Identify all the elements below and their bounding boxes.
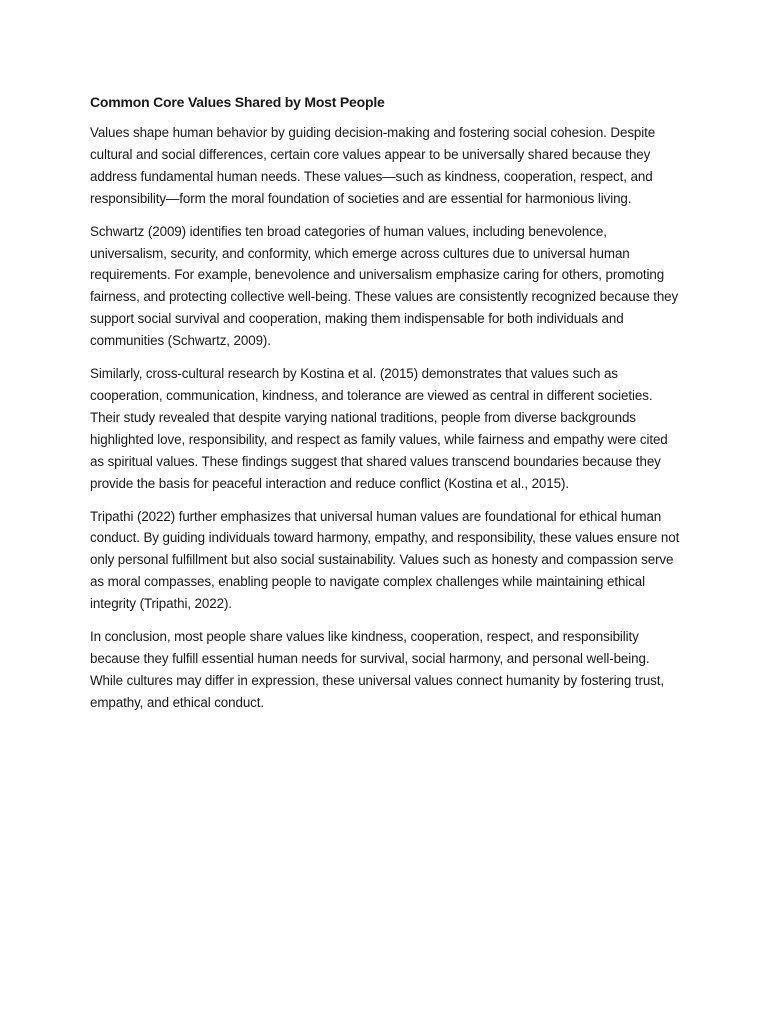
document-body: [90, 92, 682, 725]
paragraph-schwartz: Schwartz (2009) identifies ten broad categories of human values, including benevolence, universalism, security, and conformity, which emerge across cultures due to universal human requirements. For example, benevolence and universalism emphasize caring for others, promoting fairness, and protecting collective well-being. These values are consistently recognized because they support social survival and cooperation, making them indispensable for both individuals and communities (Schwartz, 2009).: [90, 223, 679, 349]
paragraph-conclusion: In conclusion, most people share values like kindness, cooperation, respect, and responsibility because they fulfill essential human needs for survival, social harmony, and personal well-being. While cultures may differ in expression, these universal values connect humanity by fostering trust, empathy, and ethical conduct.: [90, 629, 665, 710]
paragraph-introduction: Values shape human behavior by guiding decision-making and fostering social cohesion. Despite cultural and social differences, certain core values appear to be universally shared because they address fundamental human needs. These values—such as kindness, cooperation, respect, and responsibility—form the moral foundation of societies and are essential for harmonious living.: [90, 125, 656, 206]
paragraph-kostina: Similarly, cross-cultural research by Kostina et al. (2015) demonstrates that values such as cooperation, communication, kindness, and tolerance are viewed as central in different societies. Their study revealed that despite varying national traditions, people from diverse backgrounds highlighted love, responsibility, and respect as family values, while fairness and empathy were cited as spiritual values. These findings suggest that shared values transcend boundaries because they provide the basis for peaceful interaction and reduce conflict (Kostina et al., 2015).: [90, 366, 668, 491]
paragraph-tripathi: Tripathi (2022) further emphasizes that universal human values are foundational for ethical human conduct. By guiding individuals toward harmony, empathy, and responsibility, these values ensure not only personal fulfillment but also social sustainability. Values such as honesty and compassion serve as moral compasses, enabling people to navigate complex challenges while maintaining ethical integrity (Tripathi, 2022).: [90, 508, 680, 612]
document-title: Common Core Values Shared by Most People: [90, 94, 385, 110]
